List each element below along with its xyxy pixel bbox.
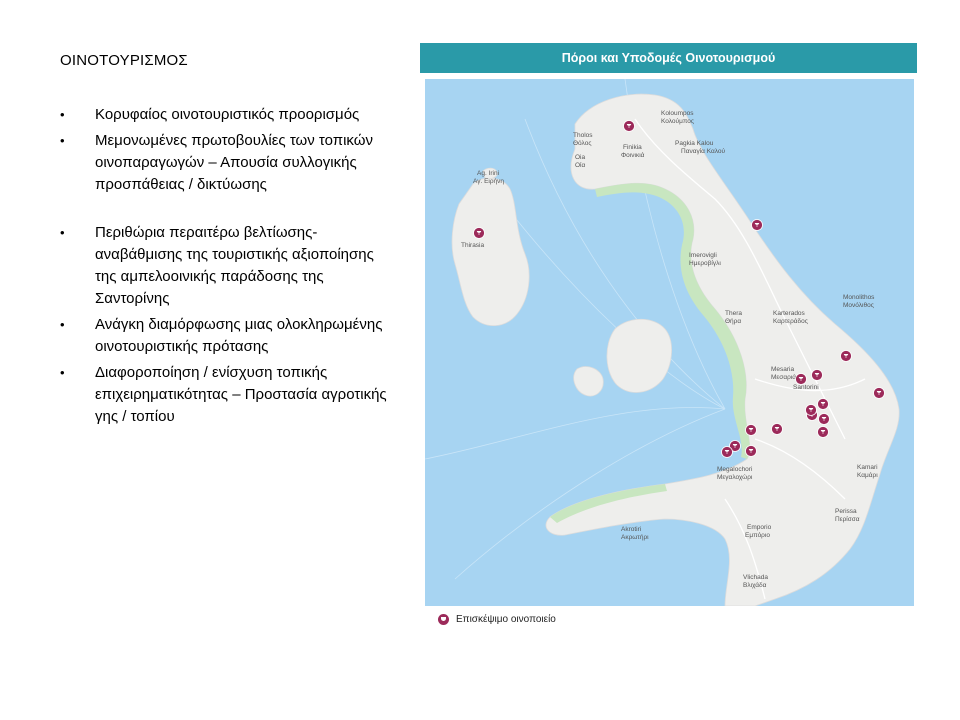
place-label: Thera [725,310,742,317]
place-label: Oia [575,154,586,161]
place-label: Thirasia [461,242,485,249]
place-label: Θήρα [725,318,742,325]
place-label: Finikia [623,144,642,151]
map-legend [438,610,556,628]
place-label: Κολούμπος [661,118,694,125]
bullet-item: • Κορυφαίος οινοτουριστικός προορισμός [60,104,390,126]
slide-title: ΟΙΝΟΤΟΥΡΙΣΜΟΣ [60,52,188,69]
place-label: Koloumpos [661,110,694,117]
place-label: Οία [575,162,586,169]
place-label: Καμάρι [857,472,878,479]
place-label: Αγ. Ειρήνη [473,178,505,185]
place-label: Περίσσα [835,516,860,523]
place-label: Perissa [835,508,857,515]
place-label: Εμπόριο [745,532,770,539]
place-label: Imerovigli [689,252,717,259]
bullet-item: • Μεμονωμένες πρωτοβουλίες των τοπικών οινοπαραγωγών – Απουσία συλλογικής προσπάθειας / δικτύωσης [60,130,390,196]
place-label: Παναγία Καλού [681,148,726,155]
winery-icon [438,614,449,625]
place-label: Monolithos [843,294,875,301]
place-label: Μονόλιθος [843,302,874,309]
bullet-item: • Περιθώρια περαιτέρω βελτίωσης-αναβάθμισης της τουριστικής αξιοποίησης της αμπελοοινικής παράδοσης της Σαντορίνης [60,222,390,310]
place-label: Φοινικιά [621,152,645,159]
place-label: Βλιχάδα [743,582,767,589]
place-label: Emporio [747,524,772,531]
place-label: Ημεροβίγλι [689,260,721,267]
place-label: Mesaria [771,366,795,373]
place-label: Tholos [573,132,593,139]
place-label: Μεσαριά [771,374,796,381]
place-label: Pagkia Kalou [675,140,714,147]
place-label: Akrotiri [621,526,642,533]
map-area [425,79,914,606]
place-label: Megalochori [717,466,753,473]
bullet-list [60,104,390,432]
map-panel [420,43,917,633]
santorini-map [425,79,914,606]
bullet-item: • Διαφοροποίηση / ενίσχυση τοπικής επιχειρηματικότητας – Προστασία αγροτικής γης / τοπίου [60,362,390,428]
place-label: Μεγαλοχώρι [717,474,753,481]
place-label: Vlichada [743,574,768,581]
place-label: Kamari [857,464,878,471]
place-label: Ακρωτήρι [621,534,649,541]
place-label: Ag. Irini [477,170,500,177]
place-label: Καρτεράδος [773,318,808,325]
place-label: Karterados [773,310,805,317]
place-label: Θόλος [573,140,592,147]
legend-label: Επισκέψιμο οινοποιείο [456,613,556,625]
place-label: Santorini [793,384,819,391]
bullet-item: • Ανάγκη διαμόρφωσης μιας ολοκληρωμένης οινοτουριστικής πρότασης [60,314,390,358]
map-header: Πόροι και Υποδομές Οινοτουρισμού [420,43,917,73]
